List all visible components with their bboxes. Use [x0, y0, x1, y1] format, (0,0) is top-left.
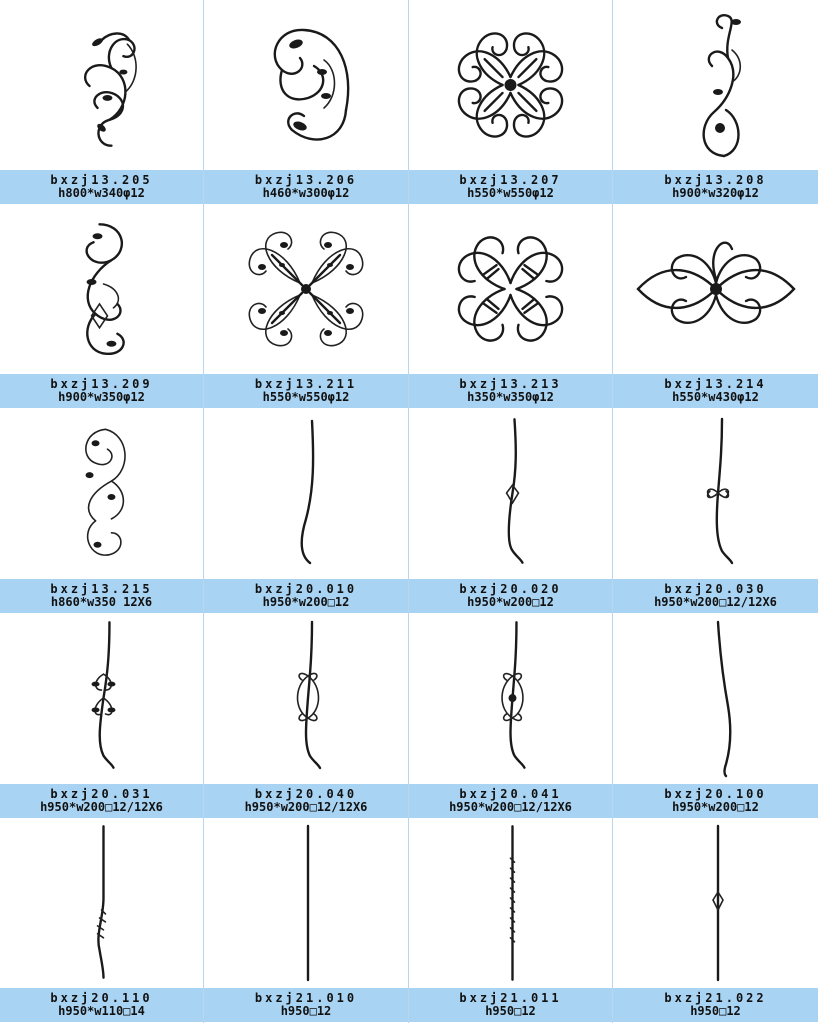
twisted-straight-baluster-icon	[409, 818, 612, 988]
product-caption	[204, 374, 408, 408]
product-caption	[0, 579, 203, 613]
product-card[interactable]	[204, 614, 409, 818]
product-image	[204, 614, 408, 784]
tall-scroll-ornament-icon	[614, 0, 818, 170]
product-caption	[409, 784, 612, 818]
product-card[interactable]	[409, 614, 613, 818]
product-code: bxzj21.010	[254, 991, 358, 1005]
twisted-baluster-icon	[0, 818, 203, 988]
product-caption	[613, 784, 818, 818]
product-code: bxzj13.211	[254, 377, 358, 391]
diamond-scroll-panel-icon	[614, 204, 818, 374]
product-caption	[613, 988, 818, 1022]
product-image	[409, 204, 612, 374]
product-code: bxzj21.022	[664, 991, 767, 1005]
product-dimensions: h900*w350φ12	[58, 390, 145, 404]
product-dimensions: h950*w200□12/12X6	[449, 800, 572, 814]
product-image	[0, 0, 203, 170]
product-code: bxzj20.020	[459, 582, 562, 596]
product-dimensions: h950*w200□12/12X6	[40, 800, 163, 814]
product-dimensions: h550*w550φ12	[262, 390, 350, 404]
product-code: bxzj13.213	[459, 377, 562, 391]
product-code: bxzj20.030	[664, 582, 767, 596]
product-dimensions: h900*w320φ12	[672, 186, 759, 200]
product-dimensions: h550*w430φ12	[672, 390, 759, 404]
product-dimensions: h860*w350 12X6	[50, 595, 153, 609]
product-card[interactable]	[0, 614, 204, 818]
product-card[interactable]	[613, 0, 818, 204]
basket-rosette-baluster-icon	[409, 614, 612, 784]
product-code: bxzj13.206	[254, 173, 358, 187]
product-dimensions: h950*w200□12/12X6	[654, 595, 777, 609]
product-caption	[0, 170, 203, 204]
product-caption	[204, 988, 408, 1022]
s-scroll-ornament-icon	[0, 204, 203, 374]
product-code: bxzj13.208	[664, 173, 767, 187]
square-scroll-panel-icon	[409, 204, 612, 374]
straight-baluster-icon	[204, 818, 408, 988]
leaf-baluster-icon	[0, 614, 203, 784]
product-caption	[613, 374, 818, 408]
product-code: bxzj13.205	[50, 173, 153, 187]
product-card[interactable]	[0, 204, 204, 409]
product-caption	[0, 784, 203, 818]
product-code: bxzj20.110	[50, 991, 153, 1005]
basket-scroll-baluster-icon	[204, 614, 408, 784]
square-leaf-panel-icon	[204, 204, 408, 374]
product-image	[409, 0, 612, 170]
product-image	[613, 409, 818, 579]
product-image	[0, 818, 203, 988]
product-card[interactable]	[613, 614, 818, 818]
product-dimensions: h950□12	[485, 1004, 536, 1018]
product-code: bxzj13.214	[664, 377, 767, 391]
c-scroll-ornament-icon	[204, 0, 408, 170]
product-caption	[613, 579, 818, 613]
product-dimensions: h950*w110□14	[58, 1004, 145, 1018]
product-caption	[409, 170, 612, 204]
product-card[interactable]	[0, 409, 204, 614]
scroll-ornament-icon	[0, 0, 203, 170]
product-dimensions: h550*w550φ12	[467, 186, 554, 200]
product-card[interactable]	[613, 818, 818, 1023]
product-dimensions: h950*w200□12/12X6	[244, 800, 368, 814]
plain-baluster-icon	[204, 409, 408, 579]
product-code: bxzj20.010	[254, 582, 358, 596]
product-caption	[409, 988, 612, 1022]
product-code: bxzj20.100	[664, 787, 767, 801]
product-card[interactable]	[0, 818, 204, 1023]
product-image	[613, 0, 818, 170]
square-rosette-panel-icon	[409, 0, 612, 170]
knot-baluster-icon	[409, 409, 612, 579]
double-s-scroll-icon	[0, 409, 203, 579]
product-code: bxzj13.215	[50, 582, 153, 596]
product-code: bxzj20.031	[50, 787, 153, 801]
product-caption	[0, 374, 203, 408]
scroll-baluster-icon	[614, 409, 818, 579]
product-card[interactable]	[204, 0, 409, 204]
product-card[interactable]	[613, 204, 818, 409]
product-code: bxzj13.207	[459, 173, 562, 187]
product-card[interactable]	[409, 409, 613, 614]
product-image	[0, 204, 203, 374]
product-image	[409, 409, 612, 579]
product-caption	[409, 579, 612, 613]
product-card[interactable]	[409, 204, 613, 409]
product-dimensions: h800*w340φ12	[58, 186, 145, 200]
product-caption	[613, 170, 818, 204]
product-image	[613, 818, 818, 988]
product-code: bxzj21.011	[459, 991, 562, 1005]
product-dimensions: h950□12	[280, 1004, 332, 1018]
product-image	[409, 818, 612, 988]
product-card[interactable]	[0, 0, 204, 204]
product-image	[0, 614, 203, 784]
product-image	[204, 409, 408, 579]
product-card[interactable]	[204, 818, 409, 1023]
curved-baluster-icon	[614, 614, 818, 784]
product-dimensions: h950□12	[690, 1004, 741, 1018]
product-card[interactable]	[613, 409, 818, 614]
product-caption	[0, 988, 203, 1022]
product-caption	[409, 374, 612, 408]
product-card[interactable]	[204, 204, 409, 409]
product-card[interactable]	[409, 818, 613, 1023]
product-code: bxzj13.209	[50, 377, 153, 391]
straight-knot-baluster-icon	[614, 818, 818, 988]
product-image	[204, 204, 408, 374]
product-dimensions: h950*w200□12	[262, 595, 350, 609]
product-code: bxzj20.040	[254, 787, 358, 801]
product-code: bxzj20.041	[459, 787, 562, 801]
product-image	[613, 204, 818, 374]
product-caption	[204, 579, 408, 613]
product-dimensions: h460*w300φ12	[262, 186, 350, 200]
product-image	[0, 409, 203, 579]
product-dimensions: h350*w350φ12	[467, 390, 554, 404]
product-image	[409, 614, 612, 784]
product-dimensions: h950*w200□12	[467, 595, 554, 609]
product-image	[204, 0, 408, 170]
product-image	[204, 818, 408, 988]
product-image	[613, 614, 818, 784]
product-card[interactable]	[204, 409, 409, 614]
product-dimensions: h950*w200□12	[672, 800, 759, 814]
product-caption	[204, 170, 408, 204]
product-card[interactable]	[409, 0, 613, 204]
product-caption	[204, 784, 408, 818]
